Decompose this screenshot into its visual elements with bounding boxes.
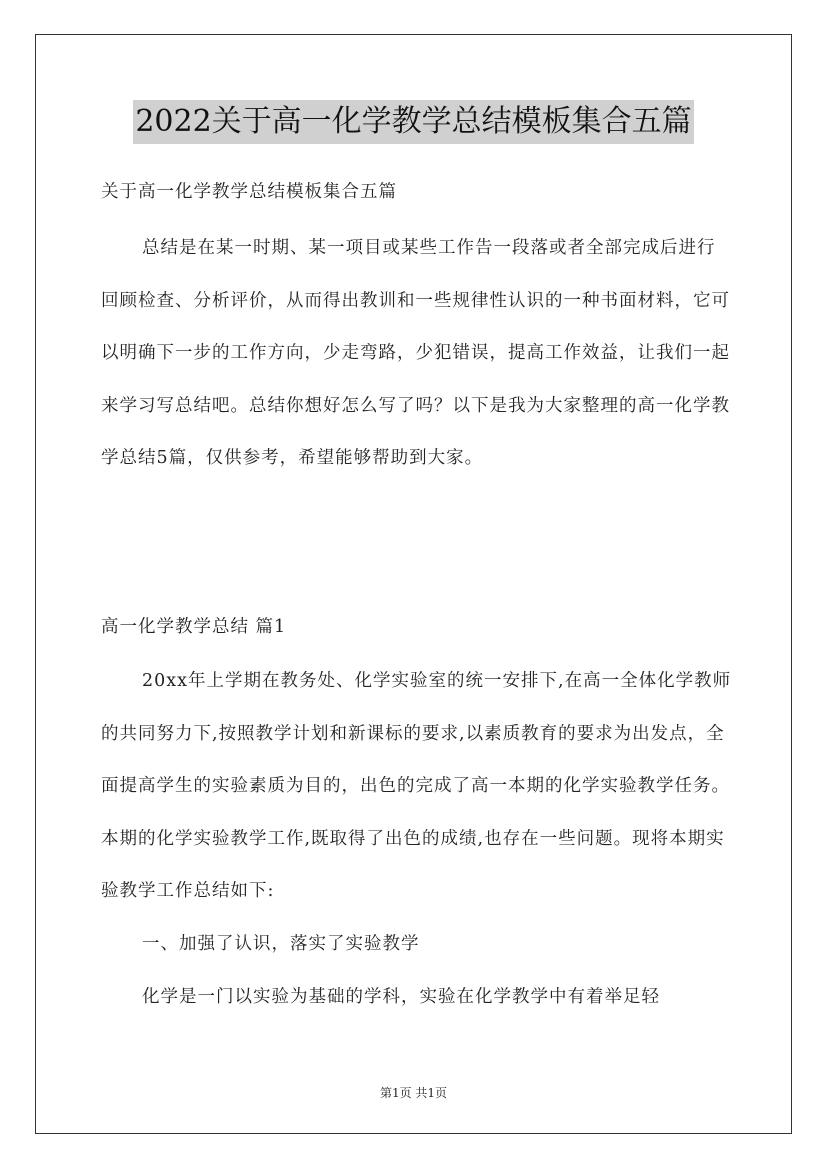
document-subtitle: 关于高一化学教学总结模板集合五篇 <box>101 182 397 202</box>
body-paragraph-2: 化学是一门以实验为基础的学科，实验在化学教学中有着举足轻 <box>142 987 660 1007</box>
body-paragraph-1: 20xx年上学期在教务处、化学实验室的统一安排下,在高一全体化学教师的共同努力下,按照教学计划和新课标的要求,以素质教育的要求为出发点，全面提高学生的实验素质为目的，出色的完成了高一本期的化学实验教学任务。本期的化学实验教学工作,既取得了出色的成绩,也存在一些问题。现将本期实验教学工作总结如下: <box>101 671 732 902</box>
section-heading: 高一化学教学总结 篇1 <box>101 617 287 637</box>
page-footer: 第1页 共1页 <box>379 1086 448 1100</box>
intro-paragraph: 总结是在某一时期、某一项目或某些工作告一段落或者全部完成后进行回顾检查、分析评价，从而得出教训和一些规律性认识的一种书面材料，它可以明确下一步的工作方向，少走弯路，少犯错误，提高工作效益，让我们一起来学习写总结吧。总结你想好怎么写了吗？以下是我为大家整理的高一化学教学总结5篇，仅供参考，希望能够帮助到大家。 <box>101 238 730 469</box>
point-heading-1: 一、加强了认识，落实了实验教学 <box>142 934 420 954</box>
title-container <box>0 100 827 144</box>
document-title: 2022关于高一化学教学总结模板集合五篇 <box>133 100 693 144</box>
